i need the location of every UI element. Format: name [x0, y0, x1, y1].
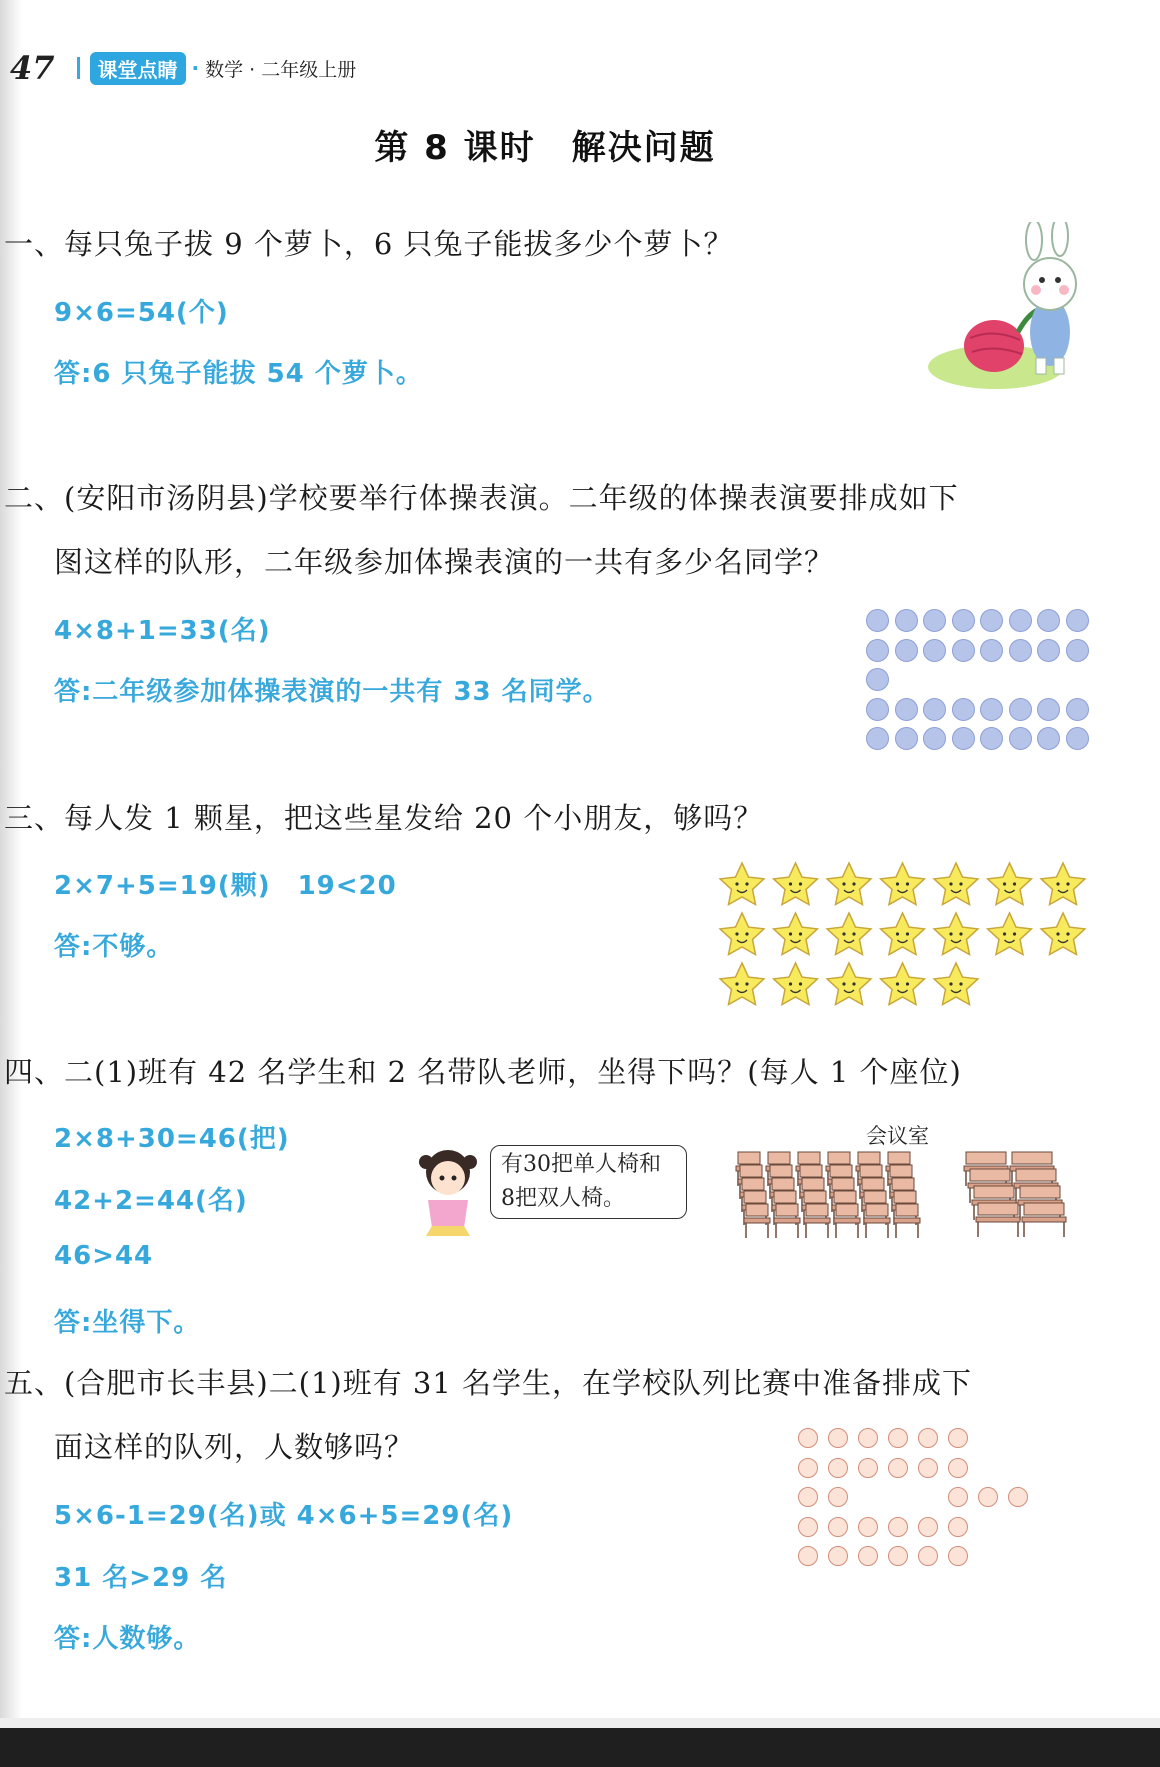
star-icon	[774, 863, 818, 905]
star-icon	[988, 863, 1032, 905]
star-icon	[881, 913, 925, 955]
speech-line-2: 8把双人椅。	[501, 1186, 625, 1211]
student-dot	[1037, 698, 1060, 721]
empty-slot	[1038, 1517, 1068, 1547]
page-header	[10, 48, 356, 88]
student-dot	[1066, 727, 1089, 750]
student-dot	[1066, 698, 1089, 721]
star-icon	[881, 963, 925, 1005]
queue-dot	[888, 1458, 908, 1478]
bottom-bar	[0, 1728, 1160, 1767]
empty-slot	[918, 1487, 948, 1517]
empty-slot	[1008, 1546, 1038, 1576]
empty-slot	[978, 1546, 1008, 1576]
question-4-answer: 答:坐得下。	[54, 1308, 201, 1338]
student-dot	[980, 639, 1003, 662]
star-icon	[827, 863, 871, 905]
queue-dot	[888, 1546, 908, 1566]
header-divider	[77, 57, 80, 79]
queue-dot	[798, 1458, 818, 1478]
star-icon	[934, 963, 978, 1005]
formation-dot-diagram	[866, 609, 1094, 757]
empty-slot	[888, 1487, 918, 1517]
subject-label: 数学 · 二年级上册	[205, 58, 357, 81]
question-4-text: 四、二(1)班有 42 名学生和 2 名带队老师，坐得下吗？(每人 1 个座位)	[4, 1055, 962, 1089]
empty-slot	[1008, 1517, 1038, 1547]
chair-icon	[744, 1204, 770, 1238]
student-dot	[923, 698, 946, 721]
queue-dot	[798, 1546, 818, 1566]
queue-dot	[918, 1546, 938, 1566]
question-4-equation-people: 42+2=44(名)	[54, 1186, 248, 1216]
star-icon	[827, 963, 871, 1005]
speech-line-1: 有30把单人椅和	[501, 1152, 661, 1177]
queue-dot	[858, 1428, 878, 1448]
student-dot	[923, 639, 946, 662]
empty-slot	[1008, 1458, 1038, 1488]
question-3-text: 三、每人发 1 颗星，把这些星发给 20 个小朋友，够吗？	[4, 801, 764, 835]
queue-dot	[918, 1517, 938, 1537]
student-dot	[866, 609, 889, 632]
stars-illustration	[718, 860, 1088, 1010]
chair-icon	[1022, 1203, 1066, 1237]
star-icon	[774, 963, 818, 1005]
question-5-text-line-2: 面这样的队列，人数够吗？	[54, 1430, 415, 1464]
queue-dot	[828, 1517, 848, 1537]
empty-slot	[978, 1458, 1008, 1488]
student-dot	[1066, 639, 1089, 662]
chair-icon	[864, 1204, 890, 1238]
empty-slot	[923, 668, 952, 698]
empty-slot	[1009, 668, 1038, 698]
chair-icon	[894, 1204, 920, 1238]
queue-dot-diagram	[798, 1428, 1068, 1576]
star-icon	[934, 913, 978, 955]
empty-slot	[978, 1428, 1008, 1458]
chair-icon	[834, 1204, 860, 1238]
student-dot	[923, 609, 946, 632]
queue-dot	[798, 1487, 818, 1507]
queue-dot	[828, 1487, 848, 1507]
student-dot	[952, 698, 975, 721]
student-dot	[1009, 639, 1032, 662]
question-5-text-line-1: 五、(合肥市长丰县)二(1)班有 31 名学生，在学校队列比赛中准备排成下	[4, 1366, 973, 1400]
empty-slot	[1038, 1428, 1068, 1458]
question-2-text-line-1: 二、(安阳市汤阴县)学校要举行体操表演。二年级的体操表演要排成如下	[4, 481, 959, 515]
rabbit-pulling-radish-illustration	[928, 222, 1088, 392]
student-dot	[923, 727, 946, 750]
queue-dot	[1008, 1487, 1028, 1507]
student-dot	[1009, 727, 1032, 750]
question-5-answer: 答:人数够。	[54, 1624, 201, 1654]
student-dot	[1037, 639, 1060, 662]
star-icon	[774, 913, 818, 955]
star-icon	[827, 913, 871, 955]
page-bottom-gap	[0, 1718, 1160, 1728]
empty-slot	[980, 668, 1009, 698]
student-dot	[895, 727, 918, 750]
student-dot	[866, 698, 889, 721]
student-dot	[866, 639, 889, 662]
student-dot	[1037, 727, 1060, 750]
student-dot	[1066, 609, 1089, 632]
empty-slot	[895, 668, 924, 698]
student-dot	[866, 668, 889, 691]
empty-slot	[1037, 668, 1066, 698]
star-icon	[1041, 863, 1085, 905]
empty-slot	[1066, 668, 1095, 698]
queue-dot	[828, 1546, 848, 1566]
empty-slot	[952, 668, 981, 698]
queue-dot	[858, 1546, 878, 1566]
star-icon	[881, 863, 925, 905]
queue-dot	[918, 1458, 938, 1478]
lesson-title: 第 8 课时 解决问题	[374, 128, 716, 168]
queue-dot	[888, 1428, 908, 1448]
page-number: 47	[10, 49, 55, 87]
chair-icon	[804, 1204, 830, 1238]
student-dot	[980, 727, 1003, 750]
question-5-comparison: 31 名>29 名	[54, 1563, 228, 1593]
queue-dot	[798, 1428, 818, 1448]
chair-icon	[976, 1203, 1020, 1237]
queue-dot	[858, 1517, 878, 1537]
empty-slot	[1038, 1458, 1068, 1488]
header-dot: ·	[191, 56, 200, 80]
student-dot	[980, 609, 1003, 632]
student-dot	[952, 639, 975, 662]
chair-icon	[774, 1204, 800, 1238]
star-icon	[720, 863, 764, 905]
student-dot	[895, 639, 918, 662]
question-3-equation: 2×7+5=19(颗) 19<20	[54, 871, 397, 901]
student-dot	[866, 727, 889, 750]
student-dot	[895, 698, 918, 721]
question-2-text-line-2: 图这样的队形，二年级参加体操表演的一共有多少名同学？	[54, 545, 835, 579]
queue-dot	[888, 1517, 908, 1537]
question-2-answer: 答:二年级参加体操表演的一共有 33 名同学。	[54, 677, 610, 707]
queue-dot	[918, 1428, 938, 1448]
chairs-illustration	[730, 1148, 1086, 1248]
question-1-answer: 答:6 只兔子能拔 54 个萝卜。	[54, 359, 423, 389]
empty-slot	[1008, 1428, 1038, 1458]
queue-dot	[948, 1458, 968, 1478]
star-icon	[1041, 913, 1085, 955]
student-dot	[952, 609, 975, 632]
queue-dot	[858, 1458, 878, 1478]
question-2-equation: 4×8+1=33(名)	[54, 616, 271, 646]
empty-slot	[1038, 1487, 1068, 1517]
student-dot	[1037, 609, 1060, 632]
student-dot	[980, 698, 1003, 721]
empty-slot	[858, 1487, 888, 1517]
queue-dot	[828, 1428, 848, 1448]
question-3-answer: 答:不够。	[54, 932, 174, 962]
queue-dot	[948, 1546, 968, 1566]
brand-badge: 课堂点睛	[90, 52, 186, 85]
meeting-room-label: 会议室	[866, 1124, 929, 1148]
page-edge-shadow	[0, 0, 22, 1767]
empty-slot	[1038, 1546, 1068, 1576]
speech-bubble	[490, 1145, 687, 1219]
star-icon	[934, 863, 978, 905]
student-dot	[1009, 609, 1032, 632]
star-icon	[720, 963, 764, 1005]
question-4-equation-chairs: 2×8+30=46(把)	[54, 1124, 290, 1154]
queue-dot	[798, 1517, 818, 1537]
queue-dot	[978, 1487, 998, 1507]
empty-slot	[978, 1517, 1008, 1547]
question-4-comparison: 46>44	[54, 1241, 154, 1271]
question-1-equation: 9×6=54(个)	[54, 298, 229, 328]
star-icon	[988, 913, 1032, 955]
student-dot	[952, 727, 975, 750]
star-icon	[720, 913, 764, 955]
student-dot	[1009, 698, 1032, 721]
queue-dot	[828, 1458, 848, 1478]
queue-dot	[948, 1487, 968, 1507]
question-5-equation: 5×6-1=29(名)或 4×6+5=29(名)	[54, 1501, 514, 1531]
girl-illustration	[414, 1140, 482, 1240]
queue-dot	[948, 1517, 968, 1537]
student-dot	[895, 609, 918, 632]
queue-dot	[948, 1428, 968, 1448]
question-1-text: 一、每只兔子拔 9 个萝卜，6 只兔子能拔多少个萝卜？	[4, 227, 734, 261]
